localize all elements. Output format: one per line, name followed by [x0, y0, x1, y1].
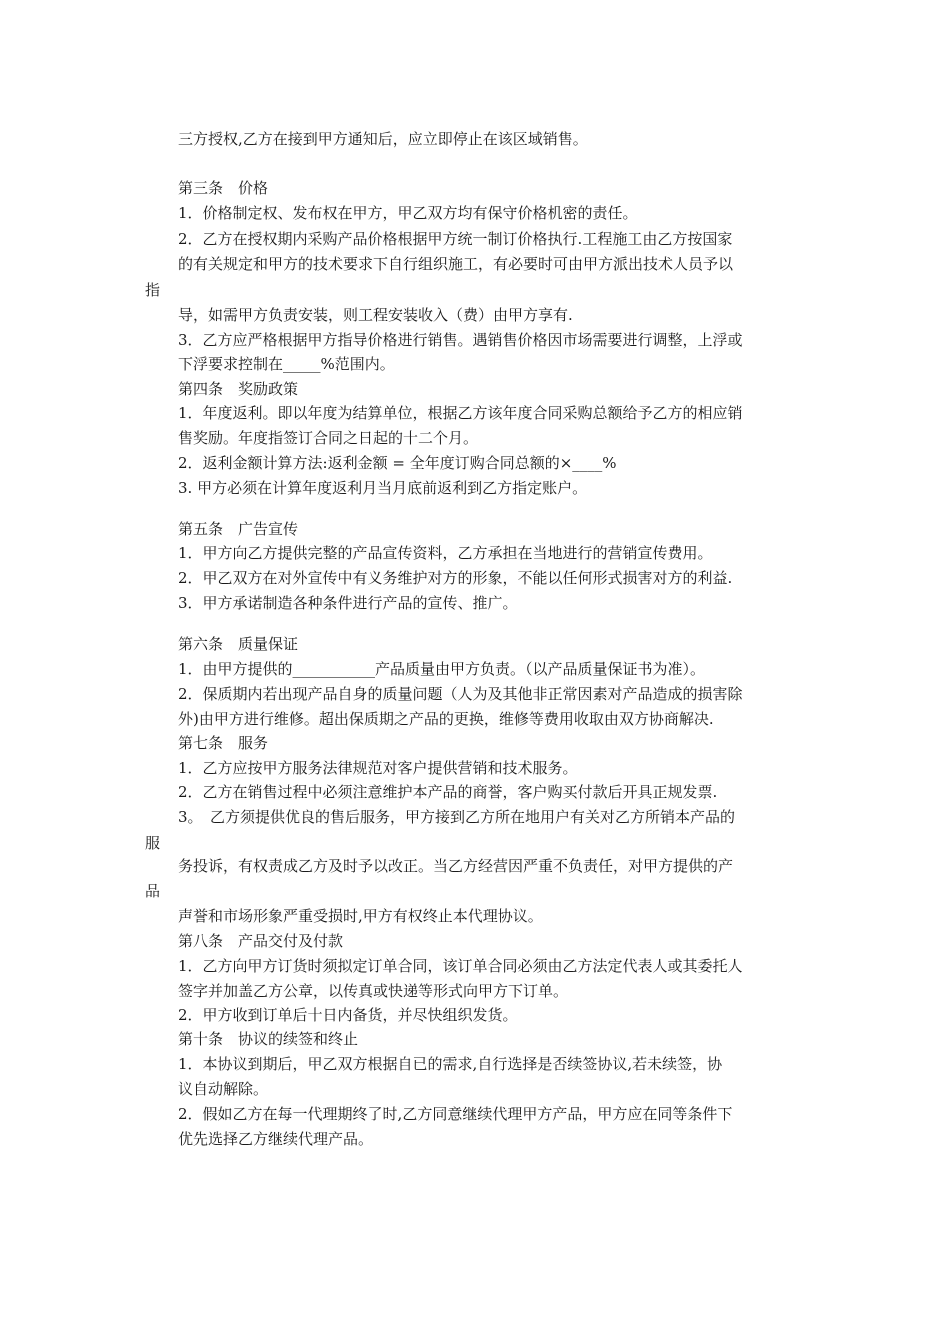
paragraph-line: 1．甲方向乙方提供完整的产品宣传资料，乙方承担在当地进行的营销宣传费用。: [178, 544, 713, 562]
paragraph-line: 签字并加盖乙方公章，以传真或快递等形式向甲方下订单。: [178, 982, 569, 1000]
section-heading-price: 第三条 价格: [178, 179, 269, 197]
section-heading-service: 第七条 服务: [178, 734, 269, 752]
paragraph-line: 三方授权,乙方在接到甲方通知后，应立即停止在该区域销售。: [178, 130, 588, 148]
paragraph-line: 声誉和市场形象严重受损时,甲方有权终止本代理协议。: [178, 907, 543, 925]
paragraph-line: 服: [145, 834, 161, 852]
section-heading-renewal: 第十条 协议的续签和终止: [178, 1030, 359, 1048]
paragraph-line: 指: [145, 281, 161, 299]
paragraph-line: 议自动解除。: [178, 1080, 269, 1098]
section-heading-rewards: 第四条 奖励政策: [178, 380, 299, 398]
paragraph-line: 1．年度返利。即以年度为结算单位，根据乙方该年度合同采购总额给予乙方的相应销: [178, 404, 743, 422]
paragraph-line: 3．乙方应严格根据甲方指导价格进行销售。遇销售价格因市场需要进行调整，上浮或: [178, 331, 743, 349]
paragraph-line: 3．甲方承诺制造各种条件进行产品的宣传、推广。: [178, 594, 518, 612]
paragraph-line: 优先选择乙方继续代理产品。: [178, 1130, 374, 1148]
paragraph-line: 的有关规定和甲方的技术要求下自行组织施工，有必要时可由甲方派出技术人员予以: [178, 255, 734, 273]
paragraph-line: 2．返利金额计算方法:返利金额 = 全年度订购合同总额的×____%: [178, 454, 617, 472]
paragraph-line: 2．假如乙方在每一代理期终了时,乙方同意继续代理甲方产品，甲方应在同等条件下: [178, 1105, 733, 1123]
section-heading-delivery: 第八条 产品交付及付款: [178, 932, 344, 950]
paragraph-line: 3. 甲方必须在计算年度返利月当月底前返利到乙方指定账户。: [178, 479, 588, 497]
section-heading-quality: 第六条 质量保证: [178, 635, 299, 653]
paragraph-line: 2．甲乙双方在对外宣传中有义务维护对方的形象，不能以任何形式损害对方的利益.: [178, 569, 733, 587]
paragraph-line: 1．本协议到期后，甲乙双方根据自已的需求,自行选择是否续签协议,若未续签，协: [178, 1055, 723, 1073]
paragraph-line: 2．保质期内若出现产品自身的质量问题（人为及其他非正常因素对产品造成的损害除: [178, 685, 743, 703]
paragraph-line: 下浮要求控制在_____%范围内。: [178, 355, 395, 373]
paragraph-line: 导，如需甲方负责安装，则工程安装收入（费）由甲方享有.: [178, 306, 573, 324]
paragraph-line: 3。 乙方须提供优良的售后服务，甲方接到乙方所在地用户有关对乙方所销本产品的: [178, 808, 736, 826]
paragraph-line: 品: [145, 882, 161, 900]
paragraph-line: 1．乙方向甲方订货时须拟定订单合同，该订单合同必须由乙方法定代表人或其委托人: [178, 957, 743, 975]
paragraph-line: 2．乙方在授权期内采购产品价格根据甲方统一制订价格执行.工程施工由乙方按国家: [178, 230, 733, 248]
paragraph-line: 2．甲方收到订单后十日内备货，并尽快组织发货。: [178, 1006, 518, 1024]
paragraph-line: 1．乙方应按甲方服务法律规范对客户提供营销和技术服务。: [178, 759, 578, 777]
section-heading-advertising: 第五条 广告宣传: [178, 520, 299, 538]
paragraph-line: 1．价格制定权、发布权在甲方，甲乙双方均有保守价格机密的责任。: [178, 204, 638, 222]
paragraph-line: 售奖励。年度指签订合同之日起的十二个月。: [178, 429, 479, 447]
paragraph-line: 务投诉，有权责成乙方及时予以改正。当乙方经营因严重不负责任，对甲方提供的产: [178, 857, 734, 875]
paragraph-line: 外)由甲方进行维修。超出保质期之产品的更换，维修等费用收取由双方协商解决.: [178, 710, 714, 728]
paragraph-line: 2．乙方在销售过程中必须注意维护本产品的商誉，客户购买付款后开具正规发票.: [178, 783, 718, 801]
paragraph-line: 1．由甲方提供的___________产品质量由甲方负责。（以产品质量保证书为准）。: [178, 660, 706, 678]
